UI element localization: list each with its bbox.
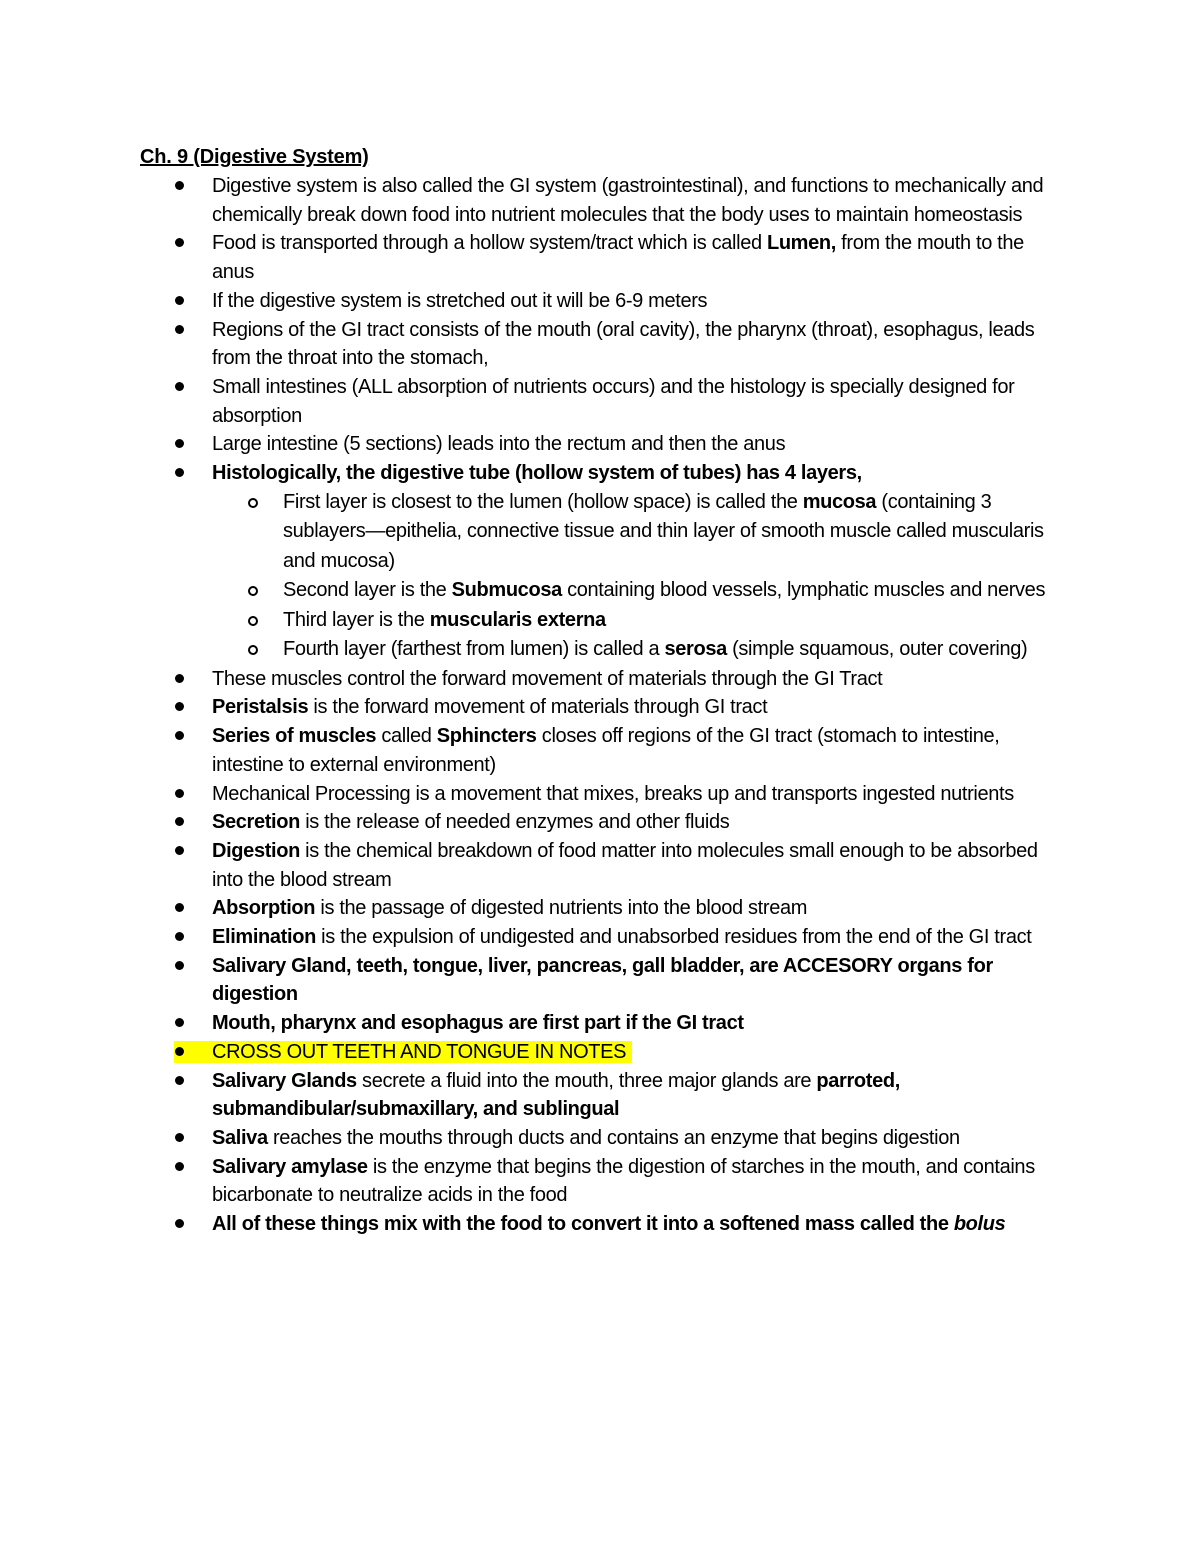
item-text: (simple squamous, outer covering) [726,638,1028,661]
list-item [140,808,1062,837]
item-text: Second layer is the [283,579,452,602]
page-title: Ch. 9 (Digestive System) [140,146,369,168]
item-text: containing blood vessels, lymphatic muscles and nerves [561,579,1046,602]
list-item [140,459,1062,665]
hollow-bullet-icon [248,498,258,508]
bullet-dot-icon [175,1162,184,1171]
item-text: Third layer is the [283,608,430,631]
item-text: is the enzyme that begins the digestion of starches in the mouth, and contains bicarbonate to neutralize acids in the food [212,1155,1035,1207]
bullet-dot-icon [175,1133,184,1142]
item-bold-text: Salivary Gland, teeth, tongue, liver, pancreas, gall bladder, are ACCESORY organs for digestion [212,954,993,1006]
bullet-dot-icon [175,296,184,305]
list-item [140,1210,1062,1239]
item-bold-text: Absorption [212,897,316,920]
bullet-dot-icon [175,961,184,970]
hollow-bullet-icon [248,586,258,596]
list-item [140,1124,1062,1153]
item-text: (containing 3 sublayers—epithelia, connective tissue and thin layer of smooth muscle called muscularis and mucosa) [283,490,1044,572]
item-bold-text: parroted, submandibular/submaxillary, and sublingual [212,1069,900,1121]
item-bold-text: Sphincters [436,725,537,748]
item-bold-text: All of these things mix with the food to convert it into a softened mass called the [212,1213,954,1236]
item-text: Small intestines (ALL absorption of nutrients occurs) and the histology is specially designed for absorption [212,375,1015,427]
item-text: First layer is closest to the lumen (hollow space) is called the [283,490,803,513]
item-text: is the expulsion of undigested and unabsorbed residues from the end of the GI tract [315,926,1032,949]
item-text: Fourth layer (farthest from lumen) is called a [283,638,665,661]
item-text: Food is transported through a hollow system/tract which is called [212,232,767,255]
item-text: secrete a fluid into the mouth, three major glands are [356,1069,817,1092]
bullet-dot-icon [175,468,184,477]
item-bold-text: Secretion [212,811,300,834]
item-bold-text: Lumen, [766,232,836,255]
bullet-dot-icon [175,382,184,391]
bullet-dot-icon [175,846,184,855]
list-item [140,287,1062,316]
list-item [140,780,1062,809]
bullet-list [140,172,1080,1239]
item-text: is the passage of digested nutrients into the blood stream [315,897,808,920]
item-bold-text: Histologically, the digestive tube (hollow system of tubes) has 4 layers, [212,462,862,485]
bullet-dot-icon [175,1018,184,1027]
item-bold-text: Saliva [212,1126,268,1149]
item-text: from the mouth to the anus [212,232,1024,284]
bullet-dot-icon [175,1076,184,1085]
bullet-dot-icon [175,674,184,683]
bullet-dot-icon [175,181,184,190]
item-bold-text: Salivary Glands [212,1069,357,1092]
bullet-dot-icon [175,932,184,941]
bullet-dot-icon [175,789,184,798]
list-item [140,952,1062,1009]
item-bold-text: Mouth, pharynx and esophagus are first part if the GI tract [212,1012,744,1035]
item-bold-text: muscularis externa [429,608,606,631]
item-bold-text: Submucosa [451,579,562,602]
item-bold-text: Series of muscles [212,725,377,748]
bullet-dot-icon [175,1047,184,1056]
bullet-dot-icon [175,903,184,912]
item-text: reaches the mouths through ducts and contains an enzyme that begins digestion [267,1126,960,1149]
sub-list [212,488,1062,665]
list-item [140,1038,1062,1067]
item-text: These muscles control the forward movement of materials through the GI Tract [212,667,883,690]
item-text: Mechanical Processing is a movement that mixes, breaks up and transports ingested nutrients [212,782,1014,805]
list-item [140,172,1062,229]
list-item [140,1009,1062,1038]
list-item [140,837,1062,894]
item-text: If the digestive system is stretched out it will be 6-9 meters [212,289,708,312]
sub-list-item [140,576,1053,606]
list-item [140,1153,1062,1210]
bullet-dot-icon [175,731,184,740]
item-text: is the release of needed enzymes and other fluids [300,811,730,834]
list-item [140,894,1062,923]
item-text: Digestive system is also called the GI system (gastrointestinal), and functions to mechanically and chemically break down food into nutrient molecules that the body uses to maintain homeostasis [212,175,1044,226]
item-bold-text: serosa [664,638,727,661]
item-text: Regions of the GI tract consists of the mouth (oral cavity), the pharynx (throat), esophagus, leads from the throat into the stomach, [212,318,1035,370]
list-item [140,693,1062,722]
sub-list-item [140,606,1053,636]
bullet-dot-icon [175,325,184,334]
list-item [140,722,1062,779]
item-bold-italic-text: bolus [953,1213,1006,1236]
bullet-dot-icon [175,702,184,711]
item-bold-text: Digestion [212,839,300,862]
bullet-dot-icon [175,238,184,247]
hollow-bullet-icon [248,645,258,655]
bullet-dot-icon [175,439,184,448]
item-text: is the forward movement of materials through GI tract [308,696,768,719]
bullet-dot-icon [175,1219,184,1228]
list-item [140,229,1062,286]
hollow-bullet-icon [248,616,258,626]
item-text: closes off regions of the GI tract (stomach to intestine, intestine to external environment) [212,725,1000,776]
list-item [140,316,1062,373]
list-item [140,1067,1062,1124]
item-bold-text: mucosa [802,490,877,513]
item-bold-text: Peristalsis [212,696,309,719]
item-bold-text: Salivary amylase [212,1155,368,1178]
list-item [140,430,1062,459]
list-item [140,923,1062,952]
item-text: called [376,725,437,748]
sub-list-item [140,488,1053,577]
item-bold-text: Elimination [212,926,316,949]
bullet-dot-icon [175,817,184,826]
list-item [140,373,1062,430]
sub-list-item [140,635,1053,665]
highlighted-note: CROSS OUT TEETH AND TONGUE IN NOTES [174,1041,632,1063]
item-text: is the chemical breakdown of food matter into molecules small enough to be absorbed into the blood stream [212,839,1038,891]
list-item [140,665,1062,694]
item-text: Large intestine (5 sections) leads into the rectum and then the anus [212,433,786,456]
